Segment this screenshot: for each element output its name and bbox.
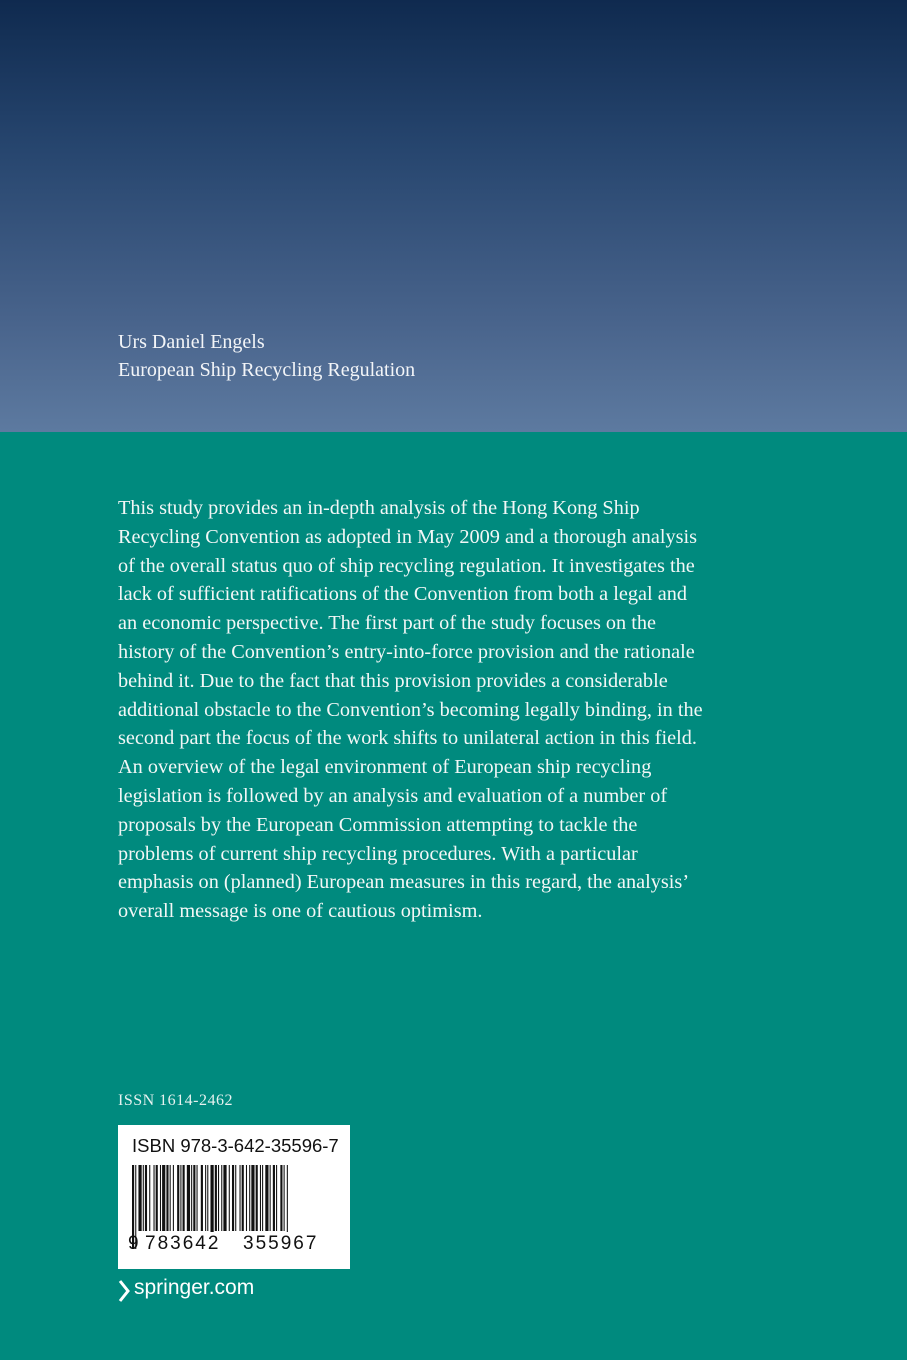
barcode-bar bbox=[187, 1165, 190, 1231]
barcode-bar bbox=[162, 1165, 165, 1231]
barcode-bar bbox=[270, 1165, 271, 1231]
barcode-bar bbox=[265, 1165, 268, 1231]
barcode-bar bbox=[156, 1165, 158, 1231]
barcode-bar bbox=[246, 1165, 247, 1231]
barcode-bar bbox=[215, 1165, 217, 1231]
barcode-bar bbox=[232, 1165, 234, 1231]
barcode-bar bbox=[280, 1165, 282, 1231]
barcode-bar bbox=[183, 1165, 185, 1231]
barcode-bar bbox=[223, 1165, 226, 1231]
barcode-first-digit: 9 bbox=[128, 1233, 139, 1254]
barcode-bar bbox=[207, 1165, 208, 1231]
barcode-bar bbox=[201, 1165, 203, 1231]
book-description: This study provides an in-depth analysis of the Hong Kong Ship Recycling Convention as adopted in May 2009 and a thorough analysis of the overall status quo of ship recycling regulation. It investigates the lack of sufficient ratifications of the Convention from both a legal and an economic perspective. The first part of the study focuses on the history of the Convention’s entry-into-force provision and the rationale behind it. Due to the fact that this provision provides a considerable additional obstacle to the Convention’s becoming legally binding, in the second part the focus of the work shifts to unilateral action in this field. An overview of the legal environment of European ship recycling legislation is followed by an analysis and evaluation of a number of proposals by the European Commission attempting to tackle the problems of current ship recycling procedures. With a particular emphasis on (planned) European measures in this regard, the analysis’ overall message is one of cautious optimism. bbox=[118, 497, 703, 923]
barcode-bar bbox=[251, 1165, 254, 1231]
issn-number: ISSN 1614-2462 bbox=[118, 1092, 234, 1109]
barcode-bar bbox=[170, 1165, 171, 1231]
isbn-label: ISBN 978-3-642-35596-7 bbox=[132, 1135, 339, 1156]
barcode-bar bbox=[242, 1165, 244, 1231]
barcode-bar bbox=[180, 1165, 181, 1231]
barcode-bar bbox=[166, 1165, 168, 1231]
barcode-bar bbox=[262, 1165, 263, 1231]
publisher-url: springer.com bbox=[134, 1276, 255, 1299]
author-name: Urs Daniel Engels bbox=[118, 331, 265, 353]
barcode-bar bbox=[240, 1165, 241, 1231]
barcode-bar bbox=[218, 1165, 219, 1231]
barcode-bar bbox=[276, 1165, 277, 1231]
barcode-bar bbox=[173, 1165, 174, 1231]
barcode-bar bbox=[273, 1165, 275, 1231]
barcode-bar bbox=[160, 1165, 161, 1231]
barcode-bar bbox=[193, 1165, 195, 1231]
barcode-bar bbox=[191, 1165, 192, 1231]
barcode-bar bbox=[249, 1165, 250, 1231]
barcode-bar bbox=[145, 1165, 147, 1231]
barcode-right-digits: 355967 bbox=[243, 1233, 319, 1254]
barcode-left-digits: 783642 bbox=[145, 1233, 221, 1254]
barcode-bar bbox=[235, 1165, 236, 1231]
barcode-bar bbox=[149, 1165, 150, 1231]
barcode-bar bbox=[205, 1165, 206, 1231]
chevron-right-icon bbox=[118, 1280, 130, 1302]
book-title: European Ship Recycling Regulation bbox=[118, 359, 416, 381]
barcode-bar bbox=[143, 1165, 144, 1231]
isbn-barcode bbox=[118, 1125, 350, 1269]
barcode-bar bbox=[221, 1165, 222, 1231]
barcode-bar bbox=[260, 1165, 261, 1231]
barcode-bar bbox=[197, 1165, 198, 1231]
barcode-bar bbox=[284, 1165, 285, 1231]
barcode-bar bbox=[229, 1165, 230, 1231]
barcode-bar bbox=[154, 1165, 155, 1231]
barcode-bar bbox=[256, 1165, 258, 1231]
barcode-bar bbox=[177, 1165, 179, 1231]
barcode-bar bbox=[138, 1165, 141, 1231]
